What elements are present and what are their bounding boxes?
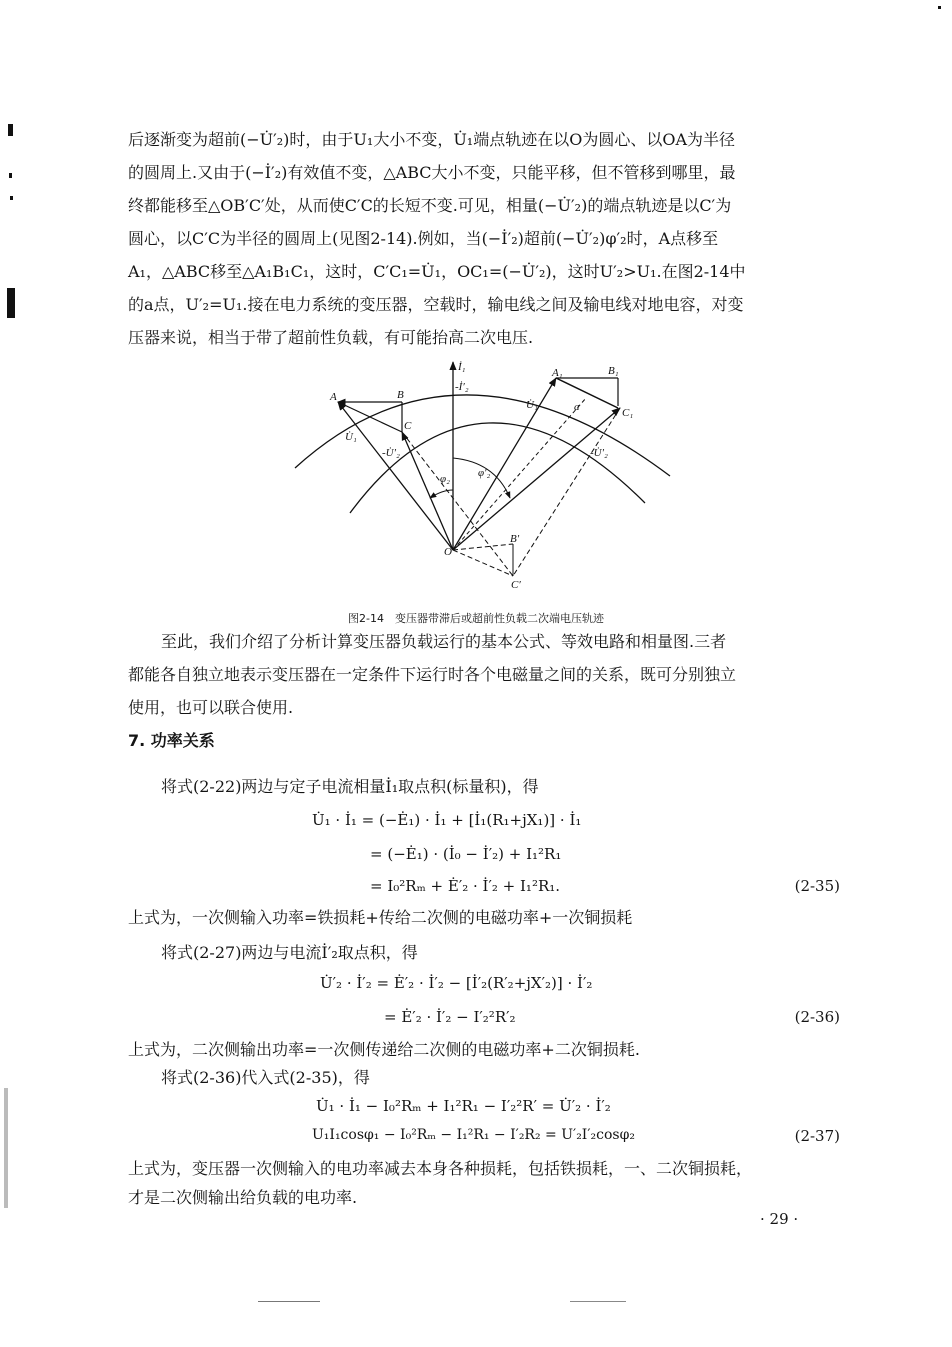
label-a-point: A	[330, 391, 337, 403]
equation-number: (2-37)	[794, 1127, 840, 1145]
text-line: 将式(2-22)两边与定子电流相量İ₁取点积(标量积)，得	[161, 777, 539, 796]
figure-caption: 图2-14 变压器带滞后或超前性负载二次端电压轨迹	[348, 612, 604, 625]
label-origin: O	[444, 546, 452, 558]
text-line: 压器来说，相当于带了超前性负载，有可能抬高二次电压.	[128, 328, 534, 347]
text-line: 都能各自独立地表示变压器在一定条件下运行时各个电磁量之间的关系，既可分别独立	[128, 665, 737, 684]
scan-mark	[8, 124, 13, 136]
label-phi2-prime: φ′₂	[478, 467, 491, 479]
label-minus-u2-left: -U̇′₂	[382, 447, 400, 459]
equation-number: (2-36)	[794, 1008, 840, 1026]
u1-left-vector	[338, 402, 453, 550]
text-line: 将式(2-27)两边与电流İ′₂取点积，得	[161, 943, 418, 962]
equation-line: = I₀²Rₘ + Ė′₂ · İ′₂ + I₁²R₁.	[370, 877, 561, 895]
text-line: 的圆周上.又由于(−İ′₂)有效值不变，△ABC大小不变，只能平移，但不管移到哪里，最	[128, 163, 736, 182]
text-line: 后逐渐变为超前(−U̇′₂)时，由于U₁大小不变，U̇₁端点轨迹在以O为圆心、以OA为半径	[128, 130, 736, 149]
text-line: 使用，也可以联合使用.	[128, 698, 294, 717]
label-minus-u2-right: -U̇′₂	[590, 447, 608, 459]
label-a1-point: A₁	[552, 367, 563, 379]
phi2-arc	[430, 490, 453, 498]
scan-mark	[4, 1088, 8, 1208]
scan-mark	[938, 6, 941, 9]
label-u1-right: U̇₁	[526, 399, 538, 411]
text-line: 将式(2-36)代入式(2-35)，得	[161, 1068, 370, 1087]
equation-number: (2-35)	[794, 877, 840, 895]
label-b-point: B	[397, 389, 404, 401]
text-line: 圆心，以C′C为半径的圆周上(见图2-14).例如，当(−İ′₂)超前(−U̇′₂)φ′₂时，A点移至	[128, 229, 719, 248]
text-line: A₁，△ABC移至△A₁B₁C₁，这时，C′C₁=U̇₁，OC₁=(−U̇′₂)，这时U′₂>U₁.在图2-14中	[128, 262, 746, 281]
text-line: 至此，我们介绍了分析计算变压器负载运行的基本公式、等效电路和相量图.三者	[161, 632, 727, 651]
scan-mark	[258, 1301, 320, 1302]
page-number: · 29 ·	[760, 1210, 799, 1228]
section-heading: 7. 功率关系	[128, 731, 215, 750]
equation-line: = Ė′₂ · İ′₂ − I′₂²R′₂	[384, 1008, 516, 1026]
equation-line: U̇′₂ · İ′₂ = Ė′₂ · İ′₂ − [İ′₂(R′₂+jX′₂)] · İ′₂	[320, 974, 593, 992]
scan-mark	[9, 173, 12, 178]
text-line: 终都能移至△OB′C′处，从而使C′C的长短不变.可见，相量(−U̇′₂)的端点轨迹是以C′为	[128, 196, 732, 215]
paragraph-2	[128, 625, 842, 724]
label-c-prime: C′	[511, 579, 521, 591]
phasor-diagram	[290, 358, 690, 598]
u2-right-vector	[453, 408, 620, 550]
equation-line: U̇₁ · İ₁ = (−Ė₁) · İ₁ + [İ₁(R₁+jX₁)] · İ₁	[312, 811, 582, 829]
equation-line: = (−Ė₁) · (İ₀ − İ′₂) + I₁²R₁	[370, 845, 562, 863]
paragraph-1	[128, 123, 842, 354]
scan-mark	[570, 1301, 626, 1302]
scan-mark	[7, 288, 15, 318]
text-line: 的a点，U′₂=U₁.接在电力系统的变压器，空载时，输电线之间及输电线对地电容，对变	[128, 295, 744, 314]
inner-arc	[350, 423, 645, 513]
label-c-point: C	[404, 420, 412, 432]
text-line: 上式为，二次侧输出功率=一次侧传递给二次侧的电磁功率+二次铜损耗.	[128, 1040, 640, 1059]
label-b-prime: B′	[510, 533, 520, 545]
text-line: 上式为，变压器一次侧输入的电功率减去本身各种损耗，包括铁损耗，一、二次铜损耗，	[128, 1159, 753, 1178]
label-minus-i2: -İ′₂	[455, 381, 469, 393]
equation-line: U₁I₁cosφ₁ − I₀²Rₘ − I₁²R₁ − I′₂R₂ = U′₂I′₂cosφ₂	[312, 1127, 635, 1143]
label-c1-point: C₁	[622, 407, 634, 419]
label-phi2: φ₂	[440, 473, 450, 485]
label-i1: İ₁	[458, 361, 466, 373]
scan-mark	[10, 196, 13, 200]
text-line: 才是二次侧输出给负载的电功率.	[128, 1188, 358, 1207]
text-line: 上式为，一次侧输入功率=铁损耗+传给二次侧的电磁功率+一次铜损耗	[128, 908, 633, 927]
label-b1-point: B₁	[608, 365, 619, 377]
label-u1-left: U̇₁	[345, 431, 357, 443]
u1-right-vector	[453, 378, 556, 550]
equation-line: U̇₁ · İ₁ − I₀²Rₘ + I₁²R₁ − I′₂²R′ = U̇′₂ · İ′₂	[316, 1097, 611, 1115]
label-small-a: a	[574, 401, 580, 413]
